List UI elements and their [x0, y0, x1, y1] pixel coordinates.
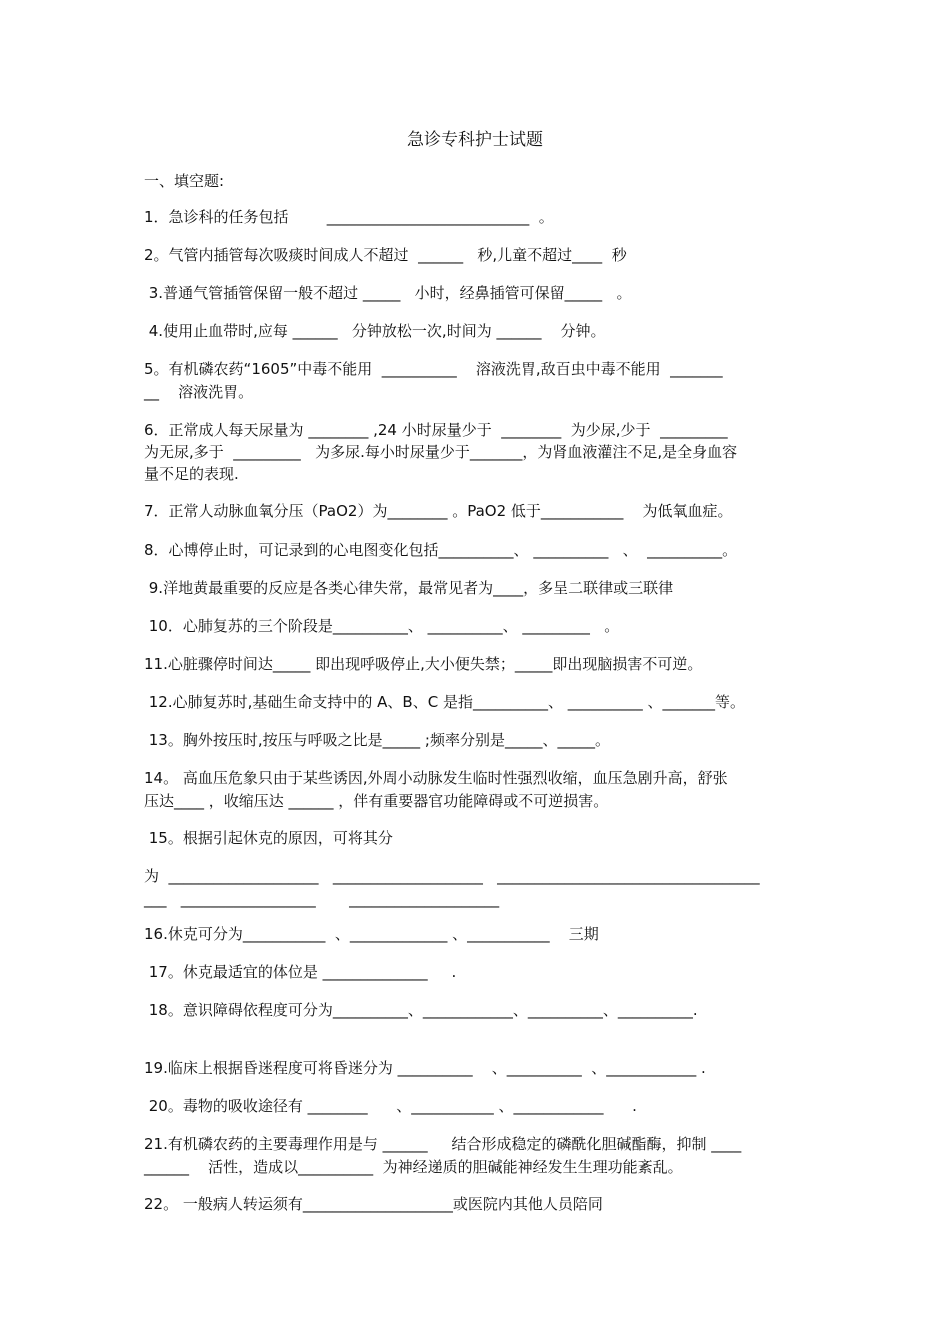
document-title: 急诊专科护士试题 — [407, 130, 543, 150]
question-14-line-1: 14。 高血压危象只由于某些诱因,外周小动脉发生临时性强烈收缩，血压急剧升高，舒张 — [144, 769, 728, 787]
question-15-line-1: 15。根据引起休克的原因，可将其分 — [144, 829, 393, 847]
question-22: 22。 一般病人转运须有____________________或医院内其他人员陪同 — [144, 1195, 603, 1213]
question-9: 9.洋地黄最重要的反应是各类心律失常，最常见者为____，多呈二联律或三联律 — [144, 579, 674, 597]
question-20: 20。毒物的吸收途径有 ________ 、___________ 、____________ . — [144, 1097, 637, 1115]
question-5-line-1: 5。有机磷农药“1605”中毒不能用 __________ 溶液洗胃,敌百虫中毒不能用 _______ — [144, 360, 723, 378]
question-15-line-3: ___ __________________ ____________________ — [144, 890, 500, 908]
question-5-line-2: __ 溶液洗胃。 — [144, 383, 254, 401]
question-21-line-1: 21.有机磷农药的主要毒理作用是与 ______ 结合形成稳定的磷酰化胆碱酯酶，抑制 ____ — [144, 1135, 742, 1153]
question-2: 2。气管内插管每次吸痰时间成人不超过 ______ 秒,儿童不超过____ 秒 — [144, 246, 627, 264]
question-21-line-2: ______ 活性，造成以__________ 为神经递质的胆碱能神经发生生理功能紊乱。 — [144, 1158, 683, 1176]
question-17: 17。休克最适宜的体位是 ______________ . — [144, 963, 457, 981]
question-1: 1．急诊科的任务包括 ___________________________ 。 — [144, 208, 554, 226]
question-6-line-1: 6．正常成人每天尿量为 ________ ,24 小时尿量少于 ________ 为少尿,少于 _________ — [144, 421, 728, 439]
section-heading: 一、填空题: — [144, 172, 225, 190]
question-19: 19.临床上根据昏迷程度可将昏迷分为 __________ 、__________ 、____________ . — [144, 1059, 706, 1077]
question-16: 16.休克可分为___________ 、_____________ 、___________ 三期 — [144, 925, 599, 943]
question-14-line-2: 压达____ ，收缩压达 ______ ，伴有重要器官功能障碍或不可逆损害。 — [144, 792, 609, 810]
question-8: 8．心博停止时，可记录到的心电图变化包括__________、 __________ 、 __________。 — [144, 541, 738, 559]
question-10: 10．心肺复苏的三个阶段是__________、 __________、 _________ 。 — [144, 617, 620, 635]
question-4: 4.使用止血带时,应每 ______ 分钟放松一次,时间为 ______ 分钟。 — [144, 322, 606, 340]
question-3: 3.普通气管插管保留一般不超过 _____ 小时，经鼻插管可保留_____ 。 — [144, 284, 632, 302]
question-13: 13。胸外按压时,按压与呼吸之比是_____ ;频率分别是_____、_____。 — [144, 731, 610, 749]
question-6-line-3: 量不足的表现. — [144, 465, 239, 483]
question-11: 11.心脏骤停时间达_____ 即出现呼吸停止,大小便失禁；_____即出现脑损害不可逆。 — [144, 655, 703, 673]
question-6-line-2: 为无尿,多于 _________ 为多尿.每小时尿量少于_______，为肾血液灌注不足,是全身血容 — [144, 443, 738, 461]
question-15-line-2: 为 ____________________ ____________________ ___________________________________ — [144, 867, 760, 885]
question-18: 18。意识障碍依程度可分为__________、____________、__________、__________. — [144, 1001, 698, 1019]
question-12: 12.心肺复苏时,基础生命支持中的 A、B、C 是指__________、 __________ 、_______等。 — [144, 693, 745, 711]
question-7: 7．正常人动脉血氧分压（PaO2）为________ 。PaO2 低于___________ 为低氧血症。 — [144, 502, 733, 520]
